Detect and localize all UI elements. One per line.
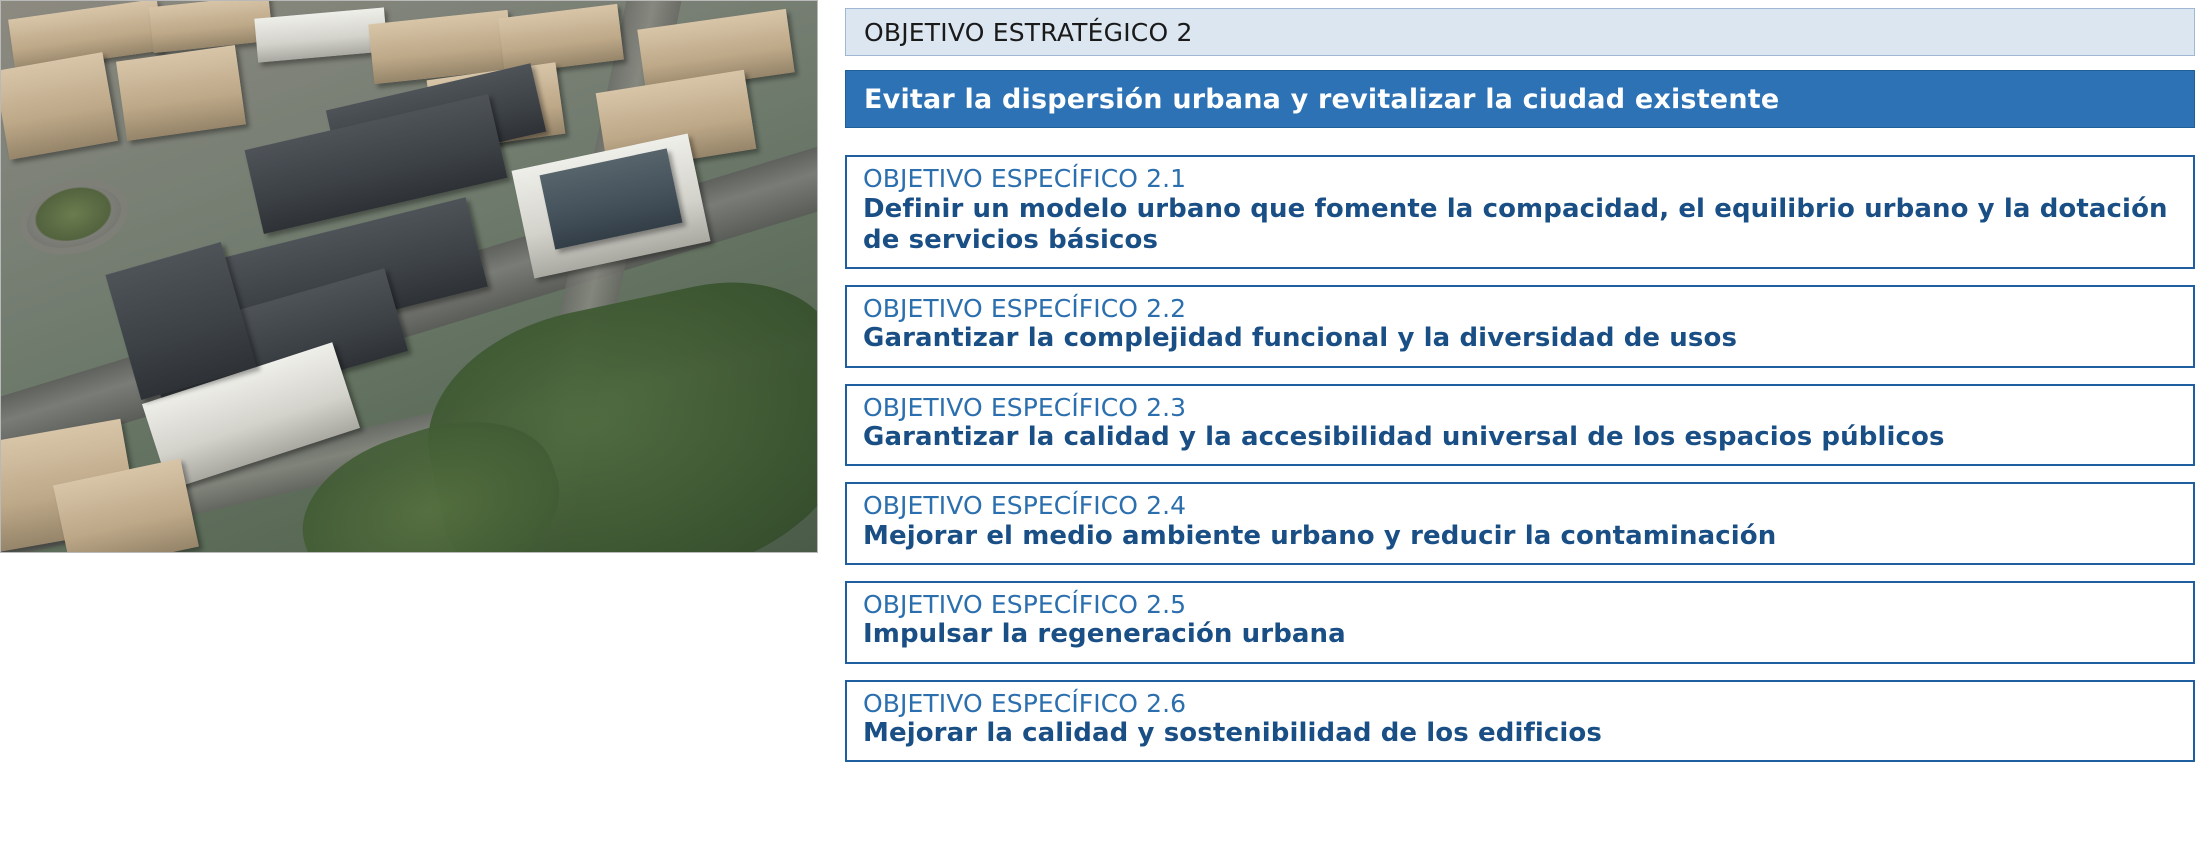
objective-code: OBJETIVO ESPECÍFICO 2.3 <box>863 392 1187 422</box>
photo-building-block <box>1 52 118 160</box>
strategic-objective-header <box>845 8 2195 56</box>
objective-card[interactable] <box>845 155 2195 269</box>
specific-objectives-list <box>845 155 2195 778</box>
objective-code: OBJETIVO ESPECÍFICO 2.5 <box>863 589 1187 619</box>
objective-code: OBJETIVO ESPECÍFICO 2.4 <box>863 491 1187 521</box>
objective-card[interactable] <box>845 581 2195 664</box>
strategic-objective-statement: Evitar la dispersión urbana y revitalizar la ciudad existente <box>864 83 1780 115</box>
objective-card[interactable] <box>845 285 2195 368</box>
objective-title: Mejorar la calidad y sostenibilidad de los edificios <box>863 718 1602 749</box>
objective-card[interactable] <box>845 384 2195 467</box>
objective-title: Garantizar la complejidad funcional y la diversidad de usos <box>863 323 1738 354</box>
aerial-photo <box>0 0 818 553</box>
objective-card[interactable] <box>845 482 2195 565</box>
photo-building-block <box>116 45 246 141</box>
objective-code: OBJETIVO ESPECÍFICO 2.6 <box>863 688 1187 718</box>
objective-title: Garantizar la calidad y la accesibilidad universal de los espacios públicos <box>863 422 1945 453</box>
objective-title: Definir un modelo urbano que fomente la compacidad, el equilibrio urbano y la dotación de servicios básicos <box>863 193 2168 255</box>
strategic-objective-label: OBJETIVO ESTRATÉGICO 2 <box>864 17 1193 47</box>
objective-code: OBJETIVO ESPECÍFICO 2.2 <box>863 293 1187 323</box>
aerial-photo-canvas <box>1 1 817 552</box>
objective-title: Impulsar la regeneración urbana <box>863 619 1346 650</box>
objective-title: Mejorar el medio ambiente urbano y reducir la contaminación <box>863 520 1777 551</box>
objective-code: OBJETIVO ESPECÍFICO 2.1 <box>863 164 1187 193</box>
strategic-objective-banner <box>845 70 2195 128</box>
objective-card[interactable] <box>845 680 2195 763</box>
